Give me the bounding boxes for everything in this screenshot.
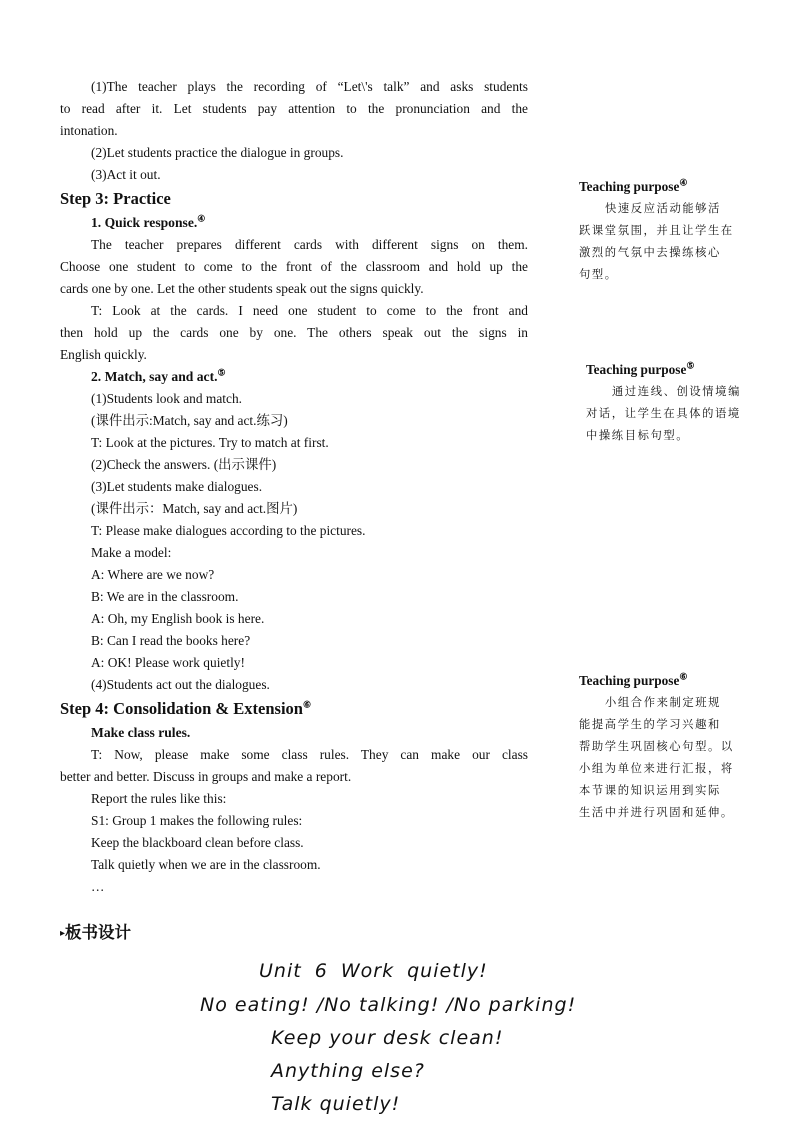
- board-design-title: 板书设计: [65, 923, 132, 942]
- paragraph-line: (课件出示:Match, say and act.练习): [91, 413, 288, 428]
- dialogue-line: A: Where are we now?: [91, 567, 215, 582]
- footnote-mark: ⑥: [302, 699, 312, 710]
- paragraph-line: Choose one student to come to the front of the classroom and hold up the: [60, 259, 528, 274]
- paragraph-line: then hold up the cards one by one. The others speak out the signs in: [60, 325, 528, 340]
- quick-response-heading: [60, 212, 528, 234]
- dialogue-line: B: We are in the classroom.: [91, 589, 239, 604]
- paragraph-line: (3)Act it out.: [91, 167, 161, 182]
- teaching-purpose-note-5: [586, 359, 764, 447]
- paragraph-line: Keep the blackboard clean before class.: [91, 835, 304, 850]
- paragraph-line: Make a model:: [91, 545, 172, 560]
- paragraph-line: (2)Check the answers. (出示课件): [91, 457, 277, 472]
- paragraph-line: The teacher prepares different cards with different signs on them.: [91, 237, 528, 252]
- dialogue-line: A: Oh, my English book is here.: [91, 611, 265, 626]
- paragraph-line: intonation.: [60, 123, 118, 138]
- paragraph-line: (1)The teacher plays the recording of “Let\'s talk” and asks students: [91, 79, 528, 94]
- quick-response-title: 1. Quick response.: [91, 215, 198, 230]
- paragraph-line: cards one by one. Let the other students speak out the signs quickly.: [60, 281, 424, 296]
- match-say-act-title: 2. Match, say and act.: [91, 369, 218, 384]
- paragraph-line: T: Look at the cards. I need one student to come to the front and: [91, 303, 528, 318]
- paragraph-line: (1)Students look and match.: [91, 391, 242, 406]
- teaching-purpose-note-6: [579, 670, 757, 824]
- step-4-title: Step 4: Consolidation & Extension: [60, 699, 303, 718]
- note-heading: Teaching purpose④: [579, 177, 688, 194]
- paragraph-line: Report the rules like this:: [91, 791, 227, 806]
- ellipsis: …: [91, 879, 105, 894]
- paragraph-line: (3)Let students make dialogues.: [91, 479, 263, 494]
- step-3-heading: Step 3: Practice: [60, 189, 171, 208]
- paragraph-line: better and better. Discuss in groups and make a report.: [60, 769, 352, 784]
- note-body: 小组合作来制定班规 能提高学生的学习兴趣和 帮助学生巩固核心句型。以 小组为单位来进行汇报，将 本节课的知识运用到实际 生活中并进行巩固和延伸。: [579, 696, 734, 819]
- paragraph-line: T: Look at the pictures. Try to match at first.: [91, 435, 329, 450]
- paragraph-line: English quickly.: [60, 347, 147, 362]
- note-body: 快速反应活动能够活 跃课堂氛围，并且让学生在 激烈的气氛中去操练核心 句型。: [579, 202, 734, 281]
- note-heading: Teaching purpose⑥: [579, 671, 688, 688]
- step-4-heading: [60, 696, 528, 722]
- board-line-talk: Talk quietly!: [271, 1093, 401, 1115]
- paragraph-line: to read after it. Let students pay attention to the pronunciation and the: [60, 101, 528, 116]
- dialogue-line: A: OK! Please work quietly!: [91, 655, 245, 670]
- paragraph-line: T: Now, please make some class rules. They can make our class: [91, 747, 528, 762]
- paragraph-line: S1: Group 1 makes the following rules:: [91, 813, 303, 828]
- board-line-unit-title: Unit 6 Work quietly!: [259, 960, 488, 982]
- note-heading: Teaching purpose⑤: [586, 360, 695, 377]
- dialogue-line: B: Can I read the books here?: [91, 633, 251, 648]
- triangle-bullet-icon: ▸: [60, 928, 66, 939]
- paragraph-line: (课件出示：Match, say and act.图片): [91, 501, 298, 516]
- footnote-mark: ④: [197, 213, 206, 224]
- class-rules-heading: Make class rules.: [91, 725, 191, 740]
- footnote-mark: ⑤: [217, 367, 226, 378]
- paragraph-line: T: Please make dialogues according to the pictures.: [91, 523, 366, 538]
- paragraph-line: (2)Let students practice the dialogue in groups.: [91, 145, 344, 160]
- teaching-purpose-note-4: [579, 176, 757, 286]
- note-body: 通过连线、创设情境编 对话，让学生在具体的语境 中操练目标句型。: [586, 385, 741, 442]
- board-line-else: Anything else?: [271, 1060, 425, 1082]
- lesson-body: [60, 76, 528, 898]
- board-line-signs: No eating! /No talking! /No parking!: [200, 994, 577, 1016]
- paragraph-line: Talk quietly when we are in the classroom.: [91, 857, 321, 872]
- paragraph-line: (4)Students act out the dialogues.: [91, 677, 270, 692]
- board-line-desk: Keep your desk clean!: [271, 1027, 504, 1049]
- match-say-act-heading: [60, 366, 528, 388]
- board-design-heading: [60, 921, 131, 946]
